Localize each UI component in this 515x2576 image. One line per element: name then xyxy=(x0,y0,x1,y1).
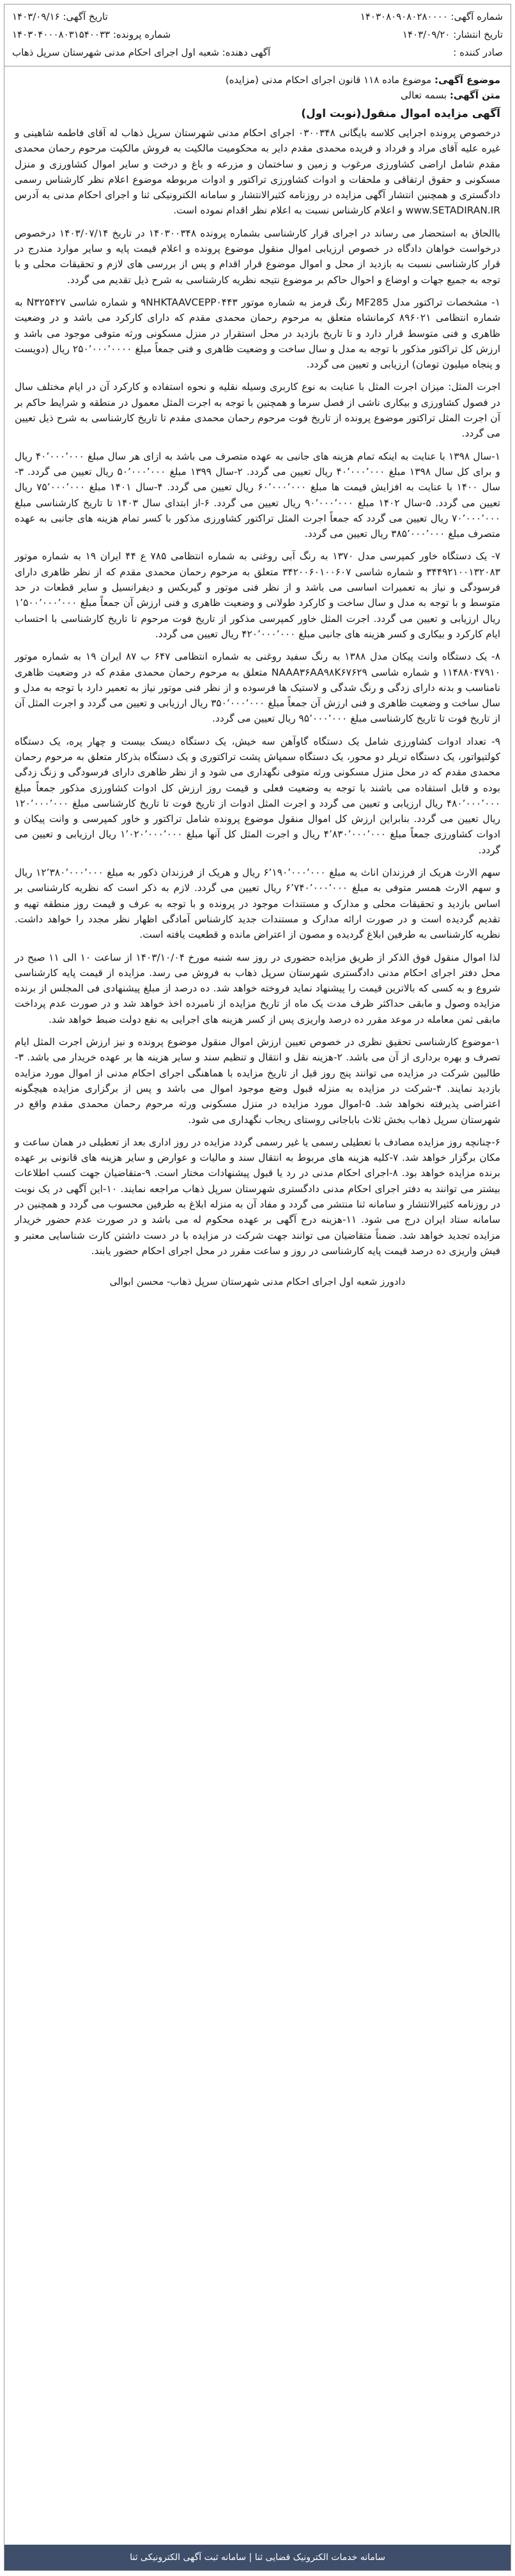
paragraph: ۱-موضوع کارشناسی تحقیق نظری در خصوص تعیین ارزش اموال منقول موضوع پرونده و نیز ارزش اجرت المثل ایام تصرف و بهره برداری از آن می باشد. ۲-هزینه نقل و انتقال و تنظیم سند و سایر هزینه ها بر عهده خریدار می باشد. ۳-طالبین شرکت در مزایده می توانند پنج روز قبل از تاریخ مزایده با هماهنگی اجرای احکام مدنی از اموال مورد مزایده بازدید نمایند. ۴-شرکت در مزایده به منزله قبول وضع موجود اموال می باشد و پس از برگزاری مزایده هیچگونه اعتراضی پذیرفته نخواهد شد. ۵-اموال مورد مزایده در منزل مسکونی ورثه مرحوم رحمان محمدی مقدم واقع در شهرستان سرپل ذهاب بخش ثلاث باباجانی روستای ریجاب نگهداری می شود. xyxy=(15,1036,501,1126)
case-number xyxy=(12,29,171,40)
issuer-value: شعبه اول اجرای احکام مدنی شهرستان سرپل ذهاب xyxy=(12,47,219,58)
footer-bar xyxy=(4,2545,511,2570)
ad-title: آگهی مزایده اموال منقول(نوبت اول) xyxy=(301,107,500,120)
text-value: بسمه تعالی xyxy=(401,89,447,101)
case-number-label: شماره پرونده: xyxy=(112,29,171,40)
ad-number-value: ۱۴۰۳۰۸۰۹۰۸۰۲۸۰۰۰۰ xyxy=(360,11,448,22)
paragraph: ۹- تعداد ادوات کشاورزی شامل یک دستگاه گاوآهن سه خیش، یک دستگاه دیسک بیست و چهار پره، یک دستگاه کولتیواتور، یک دستگاه تریلر دو محور، یک دستگاه سمپاش پشت تراکتوری و یک دستگاه بذرکار متعلق به مرحوم رحمان محمدی مقدم که در محل منزل مسکونی ورثه متوفی نگهداری می شود و از نظر ظاهری دارای فرسودگی و زنگ زدگی بوده و قابل استفاده می باشند با توجه به وضعیت فعلی و قیمت روز ارزش کل ادوات کشاورزی مذکور جمعاً مبلغ ۴۸۰٬۰۰۰٬۰۰۰ ریال ارزیابی و تعیین می گردد و اجرت المثل ادوات از تاریخ فوت تا تاریخ کارشناسی مبلغ ۱۲۰٬۰۰۰٬۰۰۰ ریال تعیین می گردد. بنابراین ارزش کل اموال منقول موضوع پرونده شامل تراکتور و خاور کمپرسی و وانت پیکان و ادوات کشاورزی جمعاً مبلغ ۴٬۸۳۰٬۰۰۰٬۰۰۰ ریال و اجرت المثل کل آنها مبلغ ۱٬۰۲۰٬۰۰۰٬۰۰۰ ریال ارزیابی و تعیین می گردد. xyxy=(15,735,501,856)
ad-number xyxy=(360,11,503,22)
ad-date xyxy=(12,11,108,22)
ad-number-label: شماره آگهی: xyxy=(450,11,503,22)
paragraph: باالحاق به استحضار می رساند در اجرای قرار کارشناسی بشماره پرونده ۱۴۰۳۰۰۳۴۸ در تاریخ ۱۴۰۳/۰۷/۱۴ درخصوص درخواست خواهان دادگاه در خصوص ارزیابی اموال منقول موضوع پرونده و اعلام قیمت پایه و سایر موارد مندرج در قرار کارشناسی نسبت به بازدید از محل و اموال موضوع قرار اقدام و پس از بررسی های لازم و تحقیقات محلی و با توجه به جمیع جهات و اوضاع و احوال حاکم بر موضوع نتیجه نظریه کارشناسی به شرح ذیل تقدیم می گردد. xyxy=(15,227,500,286)
paragraph: ۸- یک دستگاه وانت پیکان مدل ۱۳۸۸ به رنگ سفید روغنی به شماره انتظامی ۶۴۷ ب ۸۷ ایران ۱۹ به شماره موتور ۱۱۴۸۸۰۴۷۹۱۰ و شماره شاسی NAAA۳۶AA۹۸K۶۷۶۲۹ متعلق به مرحوم رحمان محمدی مقدم که در وضعیت ظاهری نامناسب و بدنه دارای زدگی و رنگ شدگی و لاستیک ها فرسوده و از نظر فنی موتور نیاز به تعمیر دارد با توجه به مدل و سال ساخت و وضعیت ظاهری و فنی ارزش آن جمعاً مبلغ ۳۵۰٬۰۰۰٬۰۰۰ ریال ارزیابی و تعیین می گردد و اجرت المثل آن از تاریخ فوت تا تاریخ کارشناسی مبلغ ۹۵٬۰۰۰٬۰۰۰ ریال تعیین می گردد. xyxy=(15,651,501,725)
publish-date-label: تاریخ انتشار: xyxy=(453,29,503,40)
issuer xyxy=(12,47,270,58)
ad-header xyxy=(4,4,511,66)
ad-body xyxy=(4,123,511,1268)
paragraph: ۱-سال ۱۳۹۸ با عنایت به اینکه تمام هزینه های جانبی به عهده متصرف می باشد به ازای هر سال مبلغ ۴۰٬۰۰۰٬۰۰۰ ریال و برای کل سال ۱۳۹۸ مبلغ ۴۰٬۰۰۰٬۰۰۰ ریال تعیین می گردد. ۲-سال ۱۳۹۹ مبلغ ۵۰٬۰۰۰٬۰۰۰ ریال تعیین می گردد. ۳-سال ۱۴۰۰ با عنایت به افزایش قیمت ها مبلغ ۶۰٬۰۰۰٬۰۰۰ ریال تعیین می گردد. ۴-سال ۱۴۰۱ مبلغ ۷۵٬۰۰۰٬۰۰۰ ریال تعیین می گردد. ۵-سال ۱۴۰۲ مبلغ ۹۰٬۰۰۰٬۰۰۰ ریال تعیین می گردد. ۶-از ابتدای سال ۱۴۰۳ تا تاریخ کارشناسی مبلغ ۷۰٬۰۰۰٬۰۰۰ ریال تعیین می گردد که جمعاً اجرت المثل تراکتور کشاورزی مذکور با کسر تمام هزینه های جانبی به عهده متصرف مبلغ ۳۸۵٬۰۰۰٬۰۰۰ ریال تعیین می گردد. xyxy=(15,450,500,540)
ad-date-value: ۱۴۰۳/۰۹/۱۶ xyxy=(12,11,60,22)
paragraph: سهم الارث هریک از فرزندان اناث به مبلغ ۶٬۱۹۰٬۰۰۰٬۰۰۰ ریال و هریک از فرزندان ذکور به مبلغ ۱۲٬۳۸۰٬۰۰۰٬۰۰۰ ریال و سهم الارث همسر متوفی به مبلغ ۶٬۷۴۰٬۰۰۰٬۰۰۰ ریال تعیین می گردد. لازم به ذکر است که نظریه کارشناسی بر اساس بازدید و تحقیقات محلی و مدارک و مستندات موجود در پرونده و با توجه به عرف و قیمت روز منطقه تهیه و تقدیم گردیده است و در صورت ارائه مدارک و مستندات جدید کارشناس آمادگی اظهار نظر مجدد را خواهد داشت. نظریه کارشناسی به طرفین ابلاغ گردیده و مصون از اعتراض مانده و قطعیت یافته است. xyxy=(15,867,500,941)
issuer-label: آگهی دهنده: xyxy=(222,47,271,58)
subject-label: موضوع آگهی: xyxy=(434,74,500,86)
subject-value: موضوع ماده ۱۱۸ قانون اجرای احکام مدنی (مزایده) xyxy=(225,74,432,86)
ad-subject xyxy=(4,66,511,88)
ad-date-label: تاریخ آگهی: xyxy=(63,11,108,22)
paragraph: درخصوص پرونده اجرایی کلاسه بایگانی ۰۳۰۰۳۴۸ اجرای احکام مدنی شهرستان سرپل ذهاب له آقای فاطمه شاهینی و غیره علیه آقای مراد و فرداد و فریده محمدی مقدم دایر به محکومیت مالکیت به فروش مالکیت مرحوم رحمان محمدی مقدم شامل اراضی کشاورزی مرغوب و زمین و ساختمان و مزرعه و باغ و درخت و سایر اموال کشاورزی و منزل مسکونی و حقوق ارتفاقی و ملحقات و ادوات کشاورزی تراکتور و ادوات مربوطه موضوع اعلام نظر کارشناس رسمی دادگستری و همچنین انتشار آگهی مزایده در روزنامه کثیرالانتشار و سامانه الکترونیکی ثنا و اجرای احکام مدنی به آدرس www.SETADIRAN.IR و اعلام کارشناس نسبت به اعلام نظر اقدام نموده است. xyxy=(15,127,501,217)
paragraph: اجرت المثل: میزان اجرت المثل با عنایت به نوع کاربری وسیله نقلیه و نحوه استفاده و کارکرد آن در ایام مختلف سال در فصول کشاورزی و بیکاری ناشی از فصل سرما و همچنین با توجه به اجرت المثل معمول در منطقه و شرایط حاکم بر آن اجرت المثل تراکتور موضوع پرونده از تاریخ فوت مرحوم رحمان محمدی مقدم تا تاریخ کارشناسی به شرح ذیل تعیین می گردد. xyxy=(15,381,500,440)
publish-date xyxy=(403,29,503,40)
paragraph: لذا اموال منقول فوق الذکر از طریق مزایده حضوری در روز سه شنبه مورخ ۱۴۰۳/۱۰/۰۴ از ساعت ۱۰ الی ۱۱ صبح در محل دفتر اجرای احکام مدنی دادگستری شهرستان سرپل ذهاب به فروش می رسد. مزایده از قیمت پایه کارشناسی شروع و به کسی که بالاترین قیمت را پیشنهاد نماید فروخته خواهد شد. ده درصد از مبلغ پیشنهادی فی المجلس از برنده مزایده وصول و مابقی حداکثر ظرف مدت یک ماه از تاریخ مزایده از نامبرده اخذ خواهد شد و در صورت عدم پرداخت مابقی ثمن معامله در موعد مقرر ده درصد واریزی پس از کسر هزینه های اجرایی به نفع دولت ضبط خواهد شد. xyxy=(15,951,500,1025)
footer-text: سامانه خدمات الکترونیک قضایی ثنا | سامانه ثبت آگهی الکترونیکی ثنا xyxy=(130,2552,385,2563)
issuer-role: صادر کننده : xyxy=(453,47,503,58)
paragraph: ۱- مشخصات تراکتور مدل MF285 رنگ قرمز به شماره موتور ۹NHKTAAVCEPP۰۴۴۳ و شماره شاسی N۳۲۵۴۲۷ به شماره انتظامی ۸۹۶۰۲۱ کرمانشاه متعلق به مرحوم رحمان محمدی مقدم که دارای کارکرد می باشد و در وضعیت ظاهری و فنی متوسط قرار دارد و تا تاریخ بازدید در محل استقرار در منزل مسکونی ورثه متوفی موجود می باشد و ارزش کل تراکتور مذکور با توجه به مدل و سال ساخت و وضعیت ظاهری و فنی جمعاً مبلغ ۲۵۰٬۰۰۰٬۰۰۰۰ ریال (دویست و پنجاه میلیون تومان) ارزیابی و تعیین می گردد. xyxy=(15,296,501,371)
paragraph: ۶-چنانچه روز مزایده مصادف با تعطیلی رسمی یا غیر رسمی گردد مزایده در روز اداری بعد از تعطیلی در همان ساعت و مکان برگزار خواهد شد. ۷-کلیه هزینه های مربوط به انتقال سند و مالیات و عوارض و سایر هزینه های قانونی بر عهده برنده مزایده خواهد بود. ۸-اجرای احکام مدنی در رد یا قبول پیشنهادات مختار است. ۹-متقاضیان جهت کسب اطلاعات بیشتر می توانند به دفتر اجرای احکام مدنی دادگستری شهرستان سرپل ذهاب مراجعه نمایند. ۱۰-این آگهی در یک نوبت در روزنامه کثیرالانتشار و سامانه ثنا منتشر می گردد و مفاد آن به منزله ابلاغ به طرفین محسوب می گردد و همچنین در سامانه ستاد ایران درج می شود. ۱۱-هزینه درج آگهی بر عهده محکوم له می باشد و در صورت عدم حضور خریدار مزایده تجدید خواهد شد. ضمناً متقاضیان می توانند جهت شرکت در مزایده با در دست داشتن کارت شناسایی معتبر و فیش واریزی ده درصد قیمت پایه کارشناسی در روز و ساعت مقرر در محل اجرای احکام حضور یابند. xyxy=(15,1136,501,1257)
ad-page xyxy=(4,4,511,2571)
issuer-role-value: صادر کننده xyxy=(459,47,503,58)
paragraph: ۷- یک دستگاه خاور کمپرسی مدل ۱۳۷۰ به رنگ آبی روغنی به شماره انتظامی ۷۸۵ ع ۴۴ ایران ۱۹ به شماره موتور ۳۴۴۹۲۱۰۰۱۳۲۰۸۳ و شماره شاسی ۳۴۲۰۰۶۰۱۰۰۶۰۷ متعلق به مرحوم رحمان محمدی مقدم که از نظر ظاهری دارای فرسودگی و نیاز به تعمیرات اساسی می باشد و از نظر فنی موتور و گیربکس و دیفرانسیل و سایر قطعات در حد متوسط و با توجه به مدل و سال ساخت و کارکرد طولانی و وضعیت ظاهری و فنی ارزش آن جمعاً مبلغ ۱٬۵۰۰٬۰۰۰٬۰۰۰ ریال ارزیابی و تعیین می گردد. اجرت المثل خاور کمپرسی مذکور از تاریخ فوت مرحوم تا تاریخ کارشناسی با احتساب ایام کارکرد و بیکاری و کسر هزینه های جانبی مبلغ ۴۲۰٬۰۰۰٬۰۰۰ ریال تعیین می گردد. xyxy=(15,550,500,640)
signature: دادورز شعبه اول اجرای احکام مدنی شهرستان سرپل ذهاب- محسن ابوالی xyxy=(109,1276,406,1288)
publish-date-value: ۱۴۰۳/۰۹/۲۰ xyxy=(402,29,450,40)
case-number-value: ۱۴۰۳۰۴۰۰۰۸۰۳۱۵۴۰۰۳۳ xyxy=(12,29,111,40)
text-label: متن آگهی: xyxy=(449,89,500,101)
ad-text-heading xyxy=(4,88,511,102)
